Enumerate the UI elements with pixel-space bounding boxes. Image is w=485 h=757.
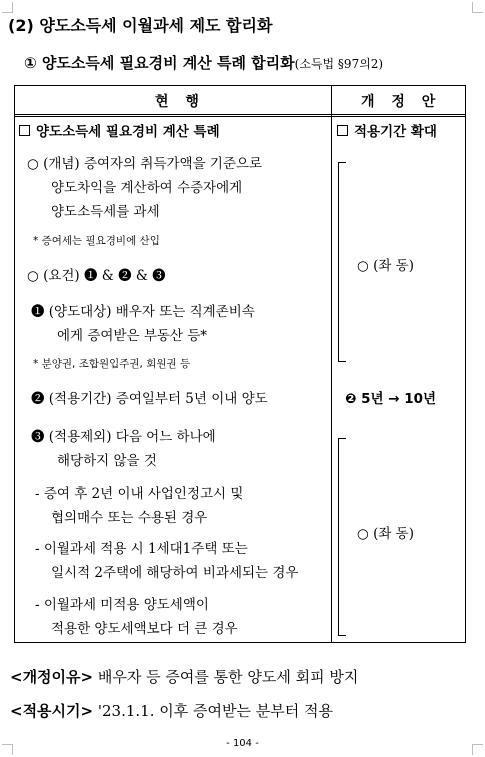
exclusion-1-line-1: - 증여 후 2년 이내 사업인정고시 및	[35, 486, 244, 502]
item1-note: * 분양권, 조합원입주권, 회원권 등	[33, 358, 191, 370]
reason-line	[10, 666, 358, 687]
subsection-title	[24, 52, 383, 73]
effective-text: '23.1.1. 이후 증여받는 분부터 적용	[97, 702, 333, 720]
current-heading	[19, 120, 220, 140]
item3-line-1: ❸ (적용제외) 다음 어느 하나에	[31, 429, 216, 445]
concept-line-2: 양도차익을 계산하여 수증자에게	[51, 180, 243, 196]
effective-label: <적용시기>	[10, 702, 94, 720]
item1-line-2: 에게 증여받은 부동산 등*	[57, 328, 208, 344]
effective-line	[10, 700, 333, 721]
exclusion-1-line-2: 협의매수 또는 수용된 경우	[51, 510, 208, 526]
item2-line: ❷ (적용기간) 증여일부터 5년 이내 양도	[31, 391, 268, 407]
exclusion-3-line-1: - 이월과세 미적용 양도세액이	[35, 597, 209, 613]
concept-note: * 증여세는 필요경비에 산입	[33, 235, 160, 247]
reason-label: <개정이유>	[10, 668, 94, 686]
header-current: 현 행	[155, 94, 205, 110]
subsection-title-text: ① 양도소득세 필요경비 계산 특례 합리화	[24, 54, 295, 72]
proposal-heading	[337, 120, 437, 140]
crop-mark-top-right	[472, 2, 483, 13]
section-title: (2) 양도소득세 이월과세 제도 합리화	[8, 16, 273, 35]
reason-text: 배우자 등 증여를 통한 양도세 회피 방지	[97, 668, 359, 686]
proposal-item2: ❷ 5년 → 10년	[345, 391, 437, 407]
item3-line-2: 해당하지 않을 것	[57, 453, 157, 469]
same-bracket-bottom	[338, 438, 346, 636]
same-bracket-top	[338, 162, 346, 362]
comparison-table	[14, 85, 466, 643]
column-divider	[331, 86, 332, 642]
exclusion-2-line-2: 일시적 2주택에 해당하여 비과세되는 경우	[51, 565, 299, 581]
page-number: - 104 -	[226, 738, 259, 749]
requirements-line: ○ (요건) ❶ & ❷ & ❸	[27, 268, 166, 284]
concept-line-1: ○ (개념) 증여자의 취득가액을 기준으로	[27, 156, 263, 172]
checkbox-square-icon	[19, 125, 30, 136]
exclusion-3-line-2: 적용한 양도세액보다 더 큰 경우	[51, 621, 238, 637]
current-heading-text: 양도소득세 필요경비 계산 특례	[36, 124, 220, 140]
checkbox-square-icon	[337, 125, 348, 136]
header-proposal: 개 정 안	[361, 94, 442, 110]
proposal-same-2: ○ (좌 동)	[357, 526, 414, 542]
law-reference: (소득법 §97의2)	[294, 57, 384, 71]
crop-mark-top-left	[2, 2, 13, 13]
proposal-heading-text: 적용기간 확대	[354, 124, 437, 140]
proposal-same-1: ○ (좌 동)	[357, 258, 414, 274]
exclusion-2-line-1: - 이월과세 적용 시 1세대1주택 또는	[35, 541, 248, 557]
item1-line-1: ❶ (양도대상) 배우자 또는 직계존비속	[31, 304, 255, 320]
concept-line-3: 양도소득세를 과세	[51, 204, 160, 220]
